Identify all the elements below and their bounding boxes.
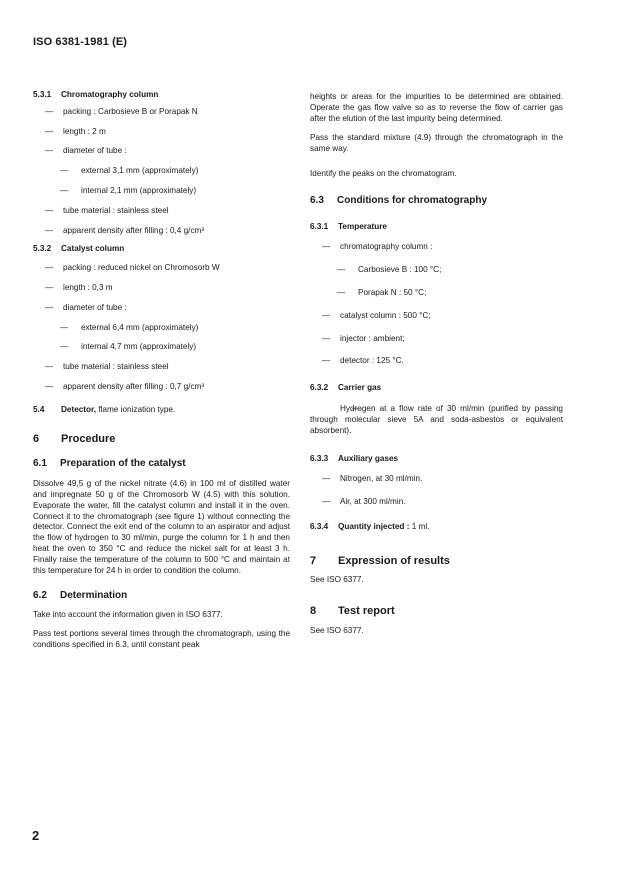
section-6-3-2-heading: 6.3.2 Carrier gas (310, 383, 382, 393)
pass-standard-text: Pass the standard mixture (4.9) through the chromatograph in the same way. (310, 133, 563, 154)
list-item: — apparent density after filling : 0,7 g/cm³ (33, 382, 290, 393)
section-6-1-text: Dissolve 49,5 g of the nickel nitrate (4.6) in 100 ml of distilled water and impregnate 50 g of the Chromosorb W (4.5) with this solution. Evaporate the water, fill the catalyst column and install it in the oven. Connect it to the chromatograph (see figure 1) without connecting the detector. Connect the exit end of the column to an aspirator and adjust the flow of hydrogen to 30 ml/min, purge the column for 1 h and then heat the oven to 350 °C and reduce the nickel salt for at least 3 h. Finally raise the temperature of the column to 500 °C and maintain at this temperature for 24 h in order to condition the column. (33, 479, 290, 575)
list-item: — external 3,1 mm (approximately) (33, 166, 290, 177)
section-6-2-text-1: Take into account the information given in ISO 6377. (33, 610, 223, 620)
section-6-2-heading: 6.2 Determination (33, 590, 128, 602)
section-6-2-text-2: Pass test portions several times through the chromatograph, using the conditions specified in 6.3, until constant peak (33, 628, 290, 649)
list-item: — diameter of tube : (33, 146, 290, 157)
list-item: — detector : 125 °C. (310, 356, 563, 367)
list-item: — tube material : stainless steel (33, 206, 290, 217)
section-8-heading: 8 Test report (310, 605, 395, 618)
list-item: — chromatography column : (310, 242, 563, 253)
section-6-3-1-heading: 6.3.1 Temperature (310, 221, 387, 231)
page-number: 2 (32, 828, 40, 843)
section-7-text: See ISO 6377. (310, 575, 364, 585)
list-item: — length : 0,3 m (33, 283, 290, 294)
list-item: — tube material : stainless steel (33, 362, 290, 373)
section-6-3-2-text: — Hydrogen at a flow rate of 30 ml/min (purified by passing through molecular sieve 5A and soda-asbestos or equivalent absorbent). (310, 404, 563, 436)
left-column (33, 90, 290, 651)
list-item: — Carbosieve B : 100 °C; (310, 265, 563, 276)
list-item: — external 6,4 mm (approximately) (33, 323, 290, 334)
list-item: — catalyst column : 500 °C; (310, 311, 563, 322)
section-5-3-2-heading: 5.3.2 Catalyst column (33, 244, 125, 254)
list-item: — internal 4,7 mm (approximately) (33, 342, 290, 353)
right-column (310, 92, 563, 637)
identify-peaks-text: Identify the peaks on the chromatogram. (310, 168, 457, 178)
section-6-3-3-heading: 6.3.3 Auxiliary gases (310, 454, 399, 464)
section-8-text: See ISO 6377. (310, 625, 364, 635)
list-item: — packing : reduced nickel on Chromosorb W (33, 263, 290, 274)
section-6-heading: 6 Procedure (33, 432, 116, 445)
list-item: — length : 2 m (33, 127, 290, 138)
continued-text: heights or areas for the impurities to be determined are obtained. Operate the gas flow valve so as to reverse the flow of carrier gas after the elution of the last impurity being determined. (310, 92, 563, 123)
list-item: — injector : ambient; (310, 334, 563, 345)
list-item: — Porapak N : 50 °C; (310, 288, 563, 299)
list-item: — packing : Carbosieve B or Porapak N (33, 107, 290, 118)
list-item: — Air, at 300 ml/min. (310, 497, 563, 508)
list-item: — Nitrogen, at 30 ml/min. (310, 474, 563, 485)
section-5-3-1-heading: 5.3.1 Chromatography column (33, 90, 159, 99)
section-6-3-heading: 6.3 Conditions for chromatography (310, 194, 487, 206)
list-item: — diameter of tube : (33, 303, 290, 314)
section-5-4: 5.4 Detector, flame ionization type. (33, 404, 176, 414)
section-7-heading: 7 Expression of results (310, 554, 450, 567)
section-6-3-4: 6.3.4 Quantity injected : 1 ml. (310, 521, 430, 531)
document-header: ISO 6381-1981 (E) (33, 36, 128, 48)
list-item: — internal 2,1 mm (approximately) (33, 186, 290, 197)
list-item: — apparent density after filling : 0,4 g/cm³ (33, 226, 290, 237)
section-6-1-heading: 6.1 Preparation of the catalyst (33, 458, 186, 470)
